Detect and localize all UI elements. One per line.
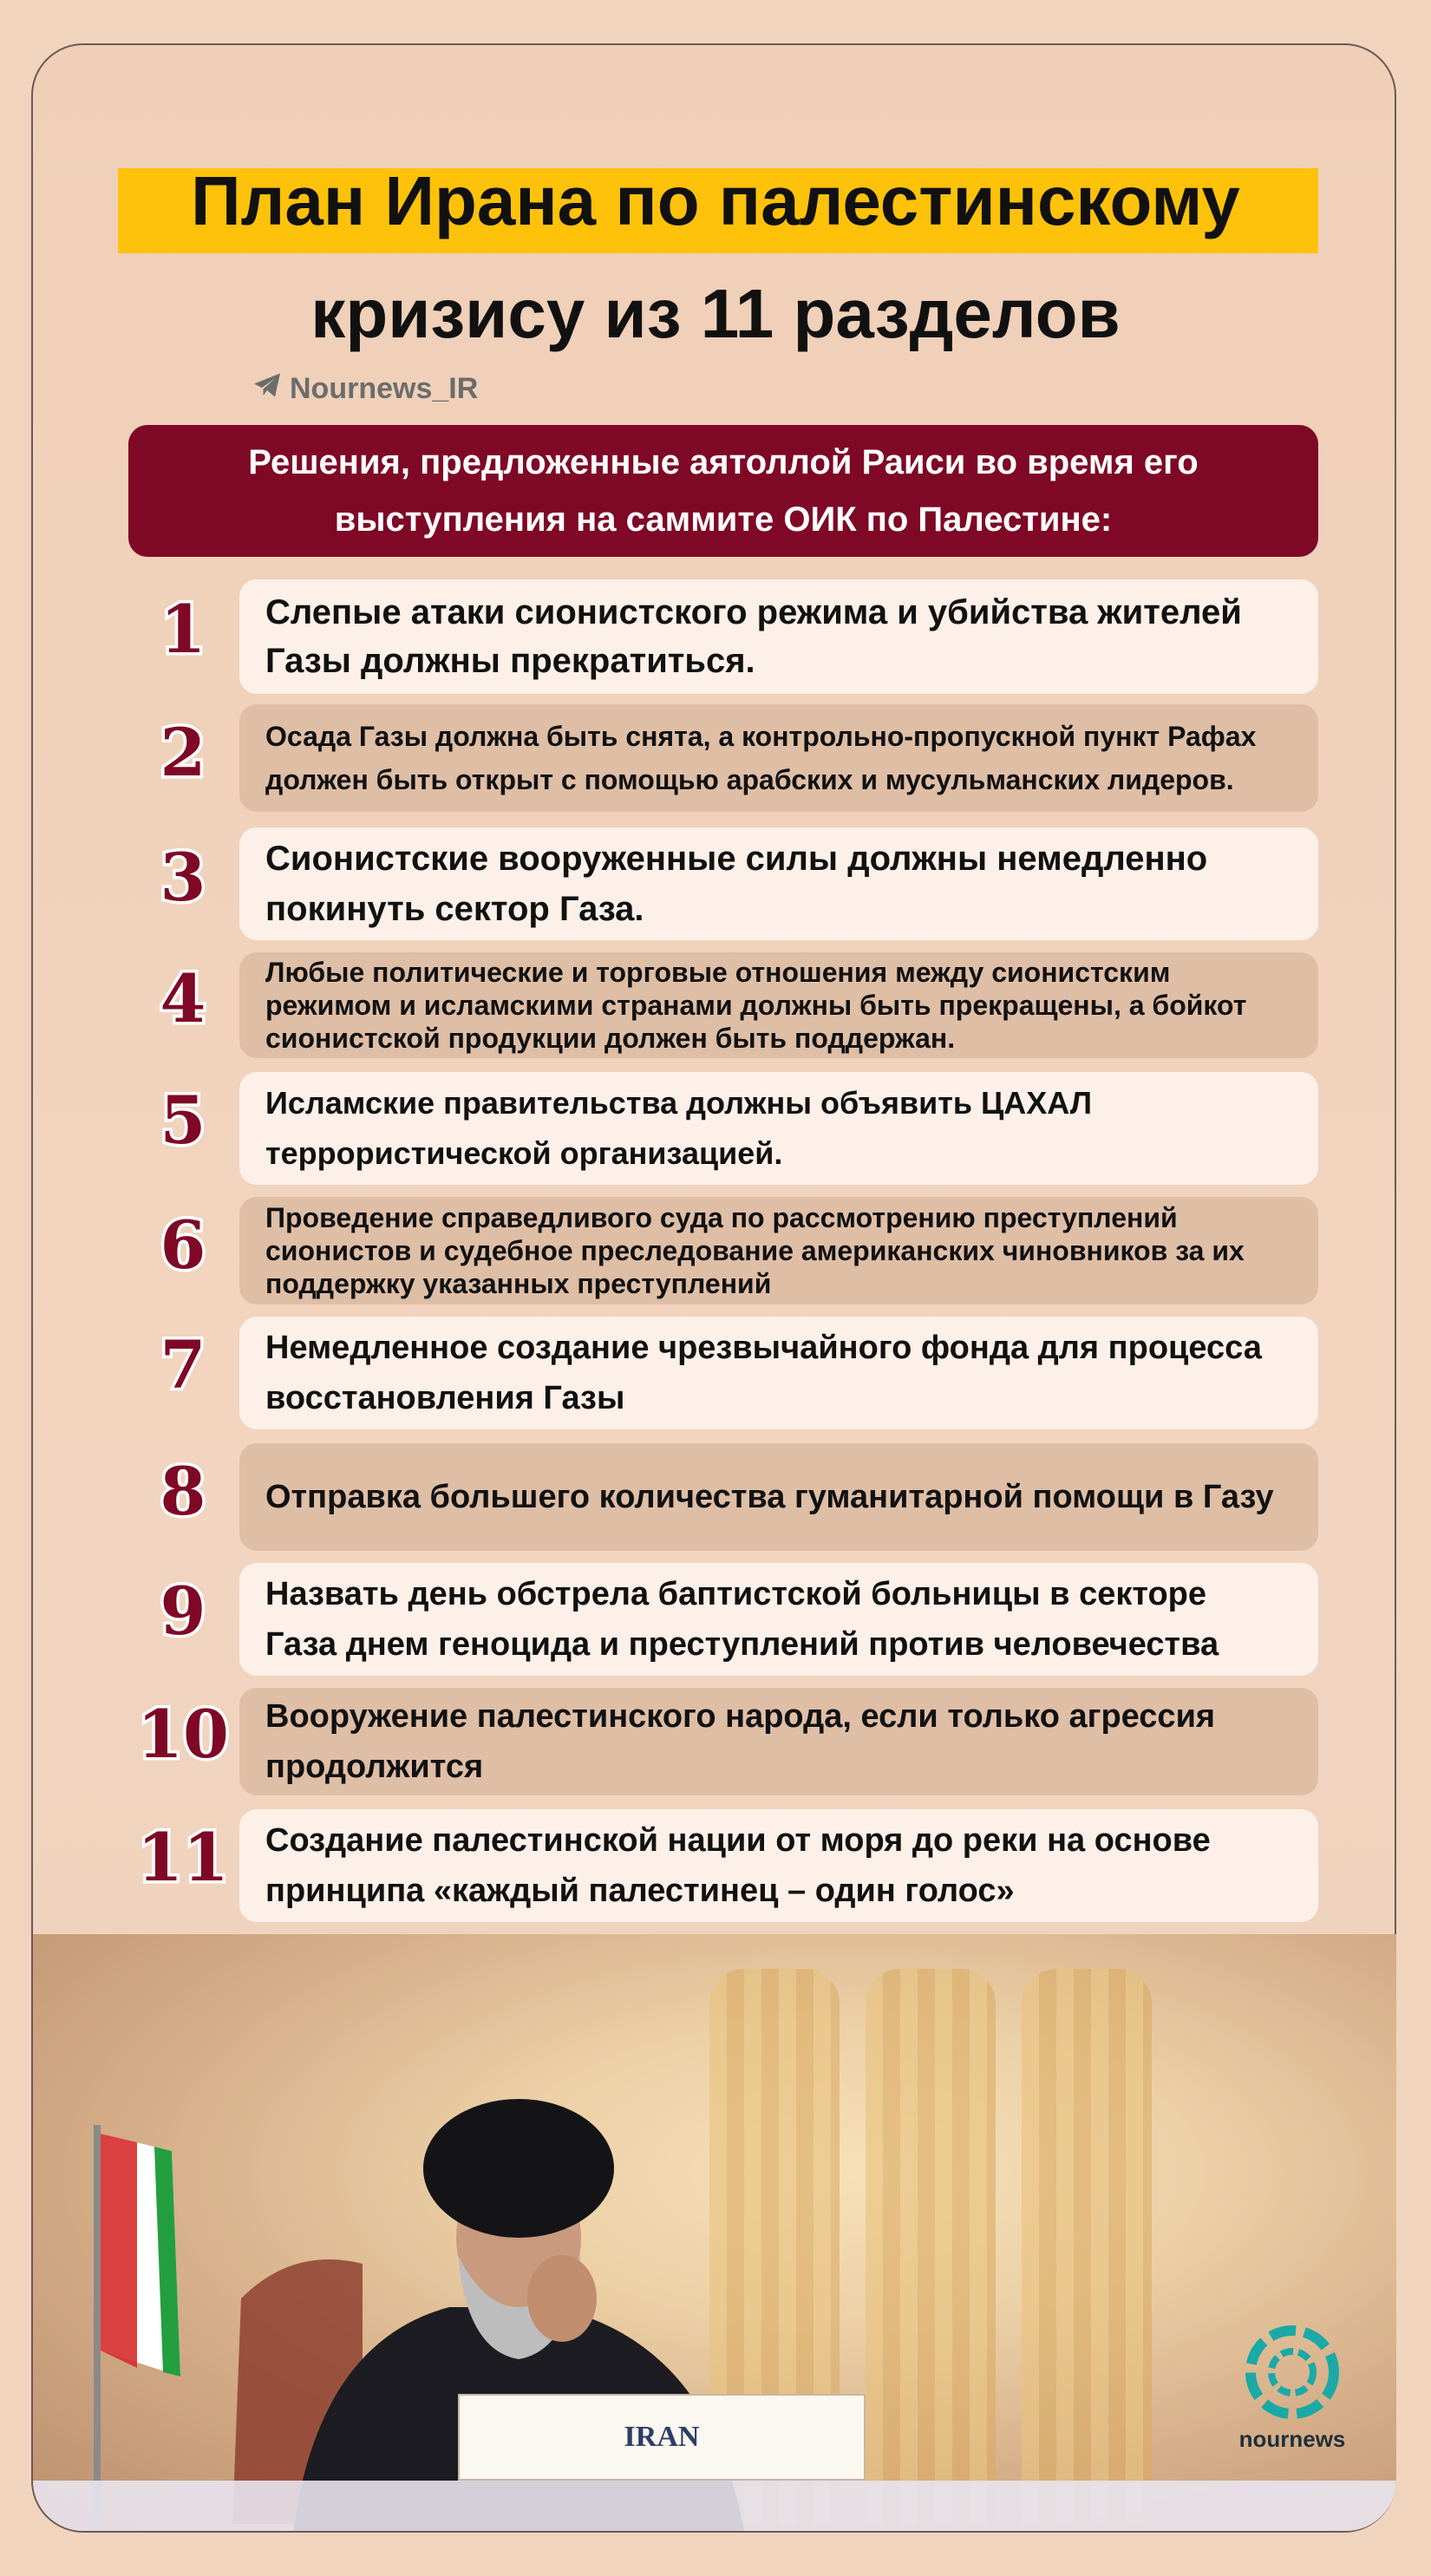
- item-number: 4: [160, 960, 206, 1037]
- list-item-text: Сионистские вооруженные силы должны немедленно покинуть сектор Газа.: [265, 840, 1208, 928]
- page-title-line1: План Ирана по палестинскому: [191, 162, 1240, 239]
- telegram-handle-text: Nournews_IR: [290, 372, 479, 405]
- item-number: 2: [160, 714, 206, 791]
- list-item: [239, 1317, 1318, 1429]
- nameplate: [458, 2394, 866, 2481]
- list-item-text: Создание палестинской нации от моря до реки на основе принципа «каждый палестинец – один голос»: [265, 1822, 1211, 1909]
- list-item: [239, 1809, 1318, 1922]
- item-number: 3: [160, 839, 206, 916]
- list-item-text: Любые политические и торговые отношения между сионистским режимом и исламскими странами должны быть прекращены, а бойкот сионистской продукции должен быть поддержан.: [265, 957, 1247, 1054]
- telegram-icon: [252, 369, 283, 409]
- nameplate-label: IRAN: [624, 2421, 700, 2453]
- list-item-text: Немедленное создание чрезвычайного фонда для процесса восстановления Газы: [265, 1330, 1262, 1416]
- brand-name: nournews: [1238, 2426, 1346, 2452]
- list-item: [239, 1688, 1318, 1795]
- speaker-photo: [33, 1934, 1396, 2531]
- list-item: [239, 1563, 1318, 1676]
- brand-logo: [1232, 2324, 1353, 2453]
- list-item-text: Проведение справедливого суда по рассмотрению преступлений сионистов и судебное преследование американских чиновников за их поддержку указанных преступлений: [265, 1202, 1245, 1299]
- list-item-text: Отправка большего количества гуманитарной помощи в Газу: [265, 1479, 1274, 1515]
- list-item: [239, 952, 1318, 1058]
- intro-text: Решения, предложенные аятоллой Раиси во время его выступления на саммите ОИК по Палестине:: [248, 443, 1199, 539]
- list-item: [239, 579, 1318, 694]
- item-number: 11: [137, 1819, 229, 1896]
- list-item: [239, 704, 1318, 812]
- nournews-logo-icon: [1245, 2324, 1340, 2420]
- item-number: 7: [160, 1326, 206, 1403]
- intro-banner: [128, 425, 1318, 557]
- page-title-line2: кризису из 11 разделов: [310, 275, 1121, 352]
- list-item: [239, 1197, 1318, 1304]
- list-item: [239, 1443, 1318, 1551]
- list-item: [239, 1072, 1318, 1185]
- item-number: 1: [160, 591, 206, 668]
- item-number: 10: [137, 1696, 229, 1773]
- telegram-handle[interactable]: [252, 369, 478, 409]
- list-item-text: Слепые атаки сионистского режима и убийства жителей Газы должны прекратиться.: [265, 593, 1242, 680]
- list-item-text: Вооружение палестинского народа, если только агрессия продолжится: [265, 1698, 1216, 1785]
- item-number: 8: [160, 1453, 206, 1530]
- item-number: 5: [160, 1082, 206, 1159]
- list-item-text: Назвать день обстрела баптистской больницы в секторе Газа днем геноцида и преступлений против человечества: [265, 1576, 1219, 1663]
- list-item: [239, 827, 1318, 940]
- list-item-text: Исламские правительства должны объявить ЦАХАЛ террористической организацией.: [265, 1085, 1092, 1171]
- list-item-text: Осада Газы должна быть снята, а контрольно-пропускной пункт Рафах должен быть открыт с помощью арабских и мусульманских лидеров.: [265, 721, 1257, 795]
- item-number: 6: [160, 1206, 206, 1284]
- item-number: 9: [160, 1572, 206, 1650]
